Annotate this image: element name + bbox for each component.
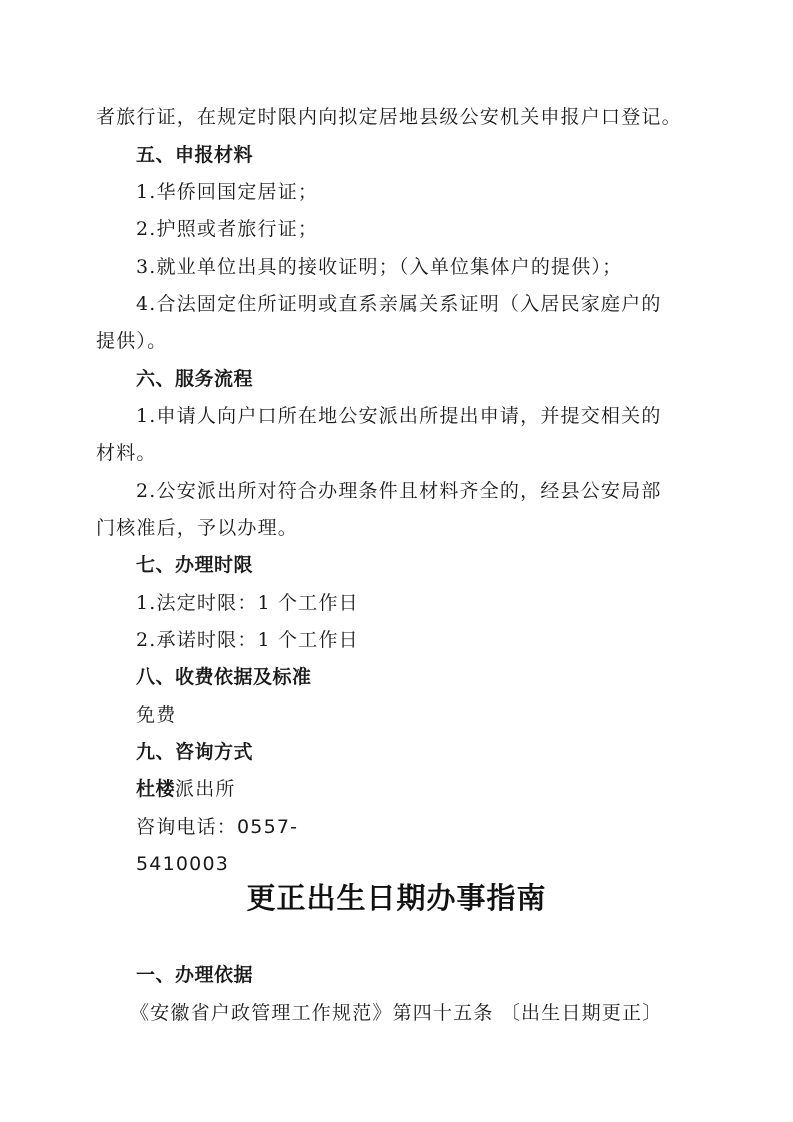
time-limit-promised: 2.承诺时限：1 个工作日 <box>136 629 359 651</box>
process-step-2-continuation: 门核准后，予以办理。 <box>96 517 299 539</box>
process-step-1: 1.申请人向户口所在地公安派出所提出申请，并提交相关的 <box>136 405 662 427</box>
paragraph-continuation: 者旅行证，在规定时限内向拟定居地县级公安机关申报户口登记。 <box>96 106 682 128</box>
consultation-phone: 咨询电话：0557- <box>136 816 299 838</box>
material-item-1: 1.华侨回国定居证； <box>136 181 319 203</box>
section-heading-time-limit: 七、办理时限 <box>136 554 254 576</box>
material-item-4: 4.合法固定住所证明或直系亲属关系证明（入居民家庭户的 <box>136 293 662 315</box>
section-heading-fees: 八、收费依据及标准 <box>136 666 312 688</box>
section-heading-basis: 一、办理依据 <box>136 964 254 986</box>
process-step-2: 2.公安派出所对符合办理条件且材料齐全的，经县公安局部 <box>136 480 662 502</box>
section-heading-process: 六、服务流程 <box>136 368 254 390</box>
fee-value: 免费 <box>136 704 177 726</box>
material-item-2: 2.护照或者旅行证； <box>136 218 319 240</box>
section-heading-consultation: 九、咨询方式 <box>136 741 254 763</box>
basis-reference: 《安徽省户政管理工作规范》第四十五条 〔出生日期更正〕 <box>130 1002 663 1024</box>
guide-title: 更正出生日期办事指南 <box>246 881 547 915</box>
process-step-1-continuation: 材料。 <box>96 442 157 464</box>
time-limit-statutory: 1.法定时限：1 个工作日 <box>136 592 359 614</box>
material-item-3: 3.就业单位出具的接收证明；（入单位集体户的提供）； <box>136 256 623 278</box>
police-station-name <box>136 776 236 802</box>
consultation-phone-continuation: 5410003 <box>136 853 230 875</box>
material-item-4-continuation: 提供）。 <box>96 330 168 352</box>
station-type: 派出所 <box>175 778 236 800</box>
station-location: 杜楼 <box>136 778 176 800</box>
section-heading-materials: 五、申报材料 <box>136 144 254 166</box>
